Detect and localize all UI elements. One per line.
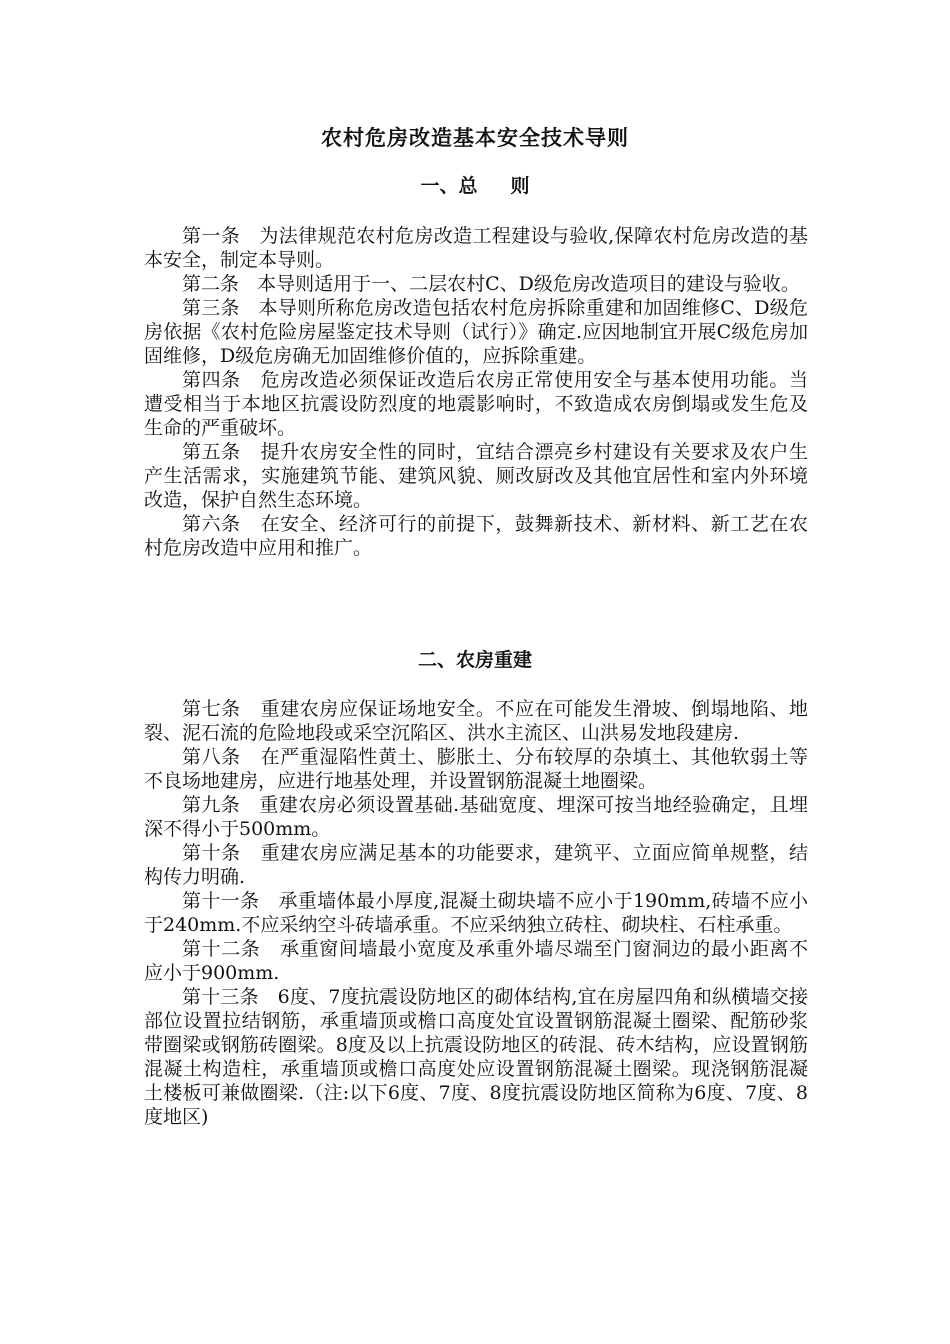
- article-number: 第十三条: [182, 986, 259, 1008]
- article-text: 本导则所称危房改造包括农村危房拆除重建和加固维修C、D级危房依据《农村危险房屋鉴定技术导则（试行）》确定.应因地制宜开展C级危房加固维修，D级危房确无加固维修价值的，应拆除重建。: [144, 297, 808, 367]
- article-number: 第一条: [182, 225, 241, 247]
- article-3: [144, 296, 808, 368]
- section-heading-general: 一、总 则: [420, 175, 530, 197]
- document-title: 农村危房改造基本安全技术导则: [321, 125, 629, 150]
- article-text: 本导则适用于一、二层农村C、D级危房改造项目的建设与验收。: [257, 273, 800, 295]
- article-text: 重建农房应保证场地安全。不应在可能发生滑坡、倒塌地陷、地裂、泥石流的危险地段或采空沉陷区、洪水主流区、山洪易发地段建房.: [144, 698, 808, 744]
- article-8: [144, 745, 808, 793]
- article-5: [144, 440, 808, 512]
- article-9: [144, 793, 808, 841]
- article-number: 第十条: [182, 842, 241, 864]
- article-text: 提升农房安全性的同时，宜结合漂亮乡村建设有关要求及农户生产生活需求，实施建筑节能、建筑风貌、厕改厨改及其他宜居性和室内外环境改造，保护自然生态环境。: [144, 441, 808, 511]
- article-2: [144, 272, 808, 296]
- article-number: 第四条: [182, 369, 241, 391]
- section-heading-rebuild: 二、农房重建: [417, 649, 532, 671]
- section-rebuild-articles: [144, 697, 808, 1129]
- article-4: [144, 368, 808, 440]
- article-text: 6度、7度抗震设防地区的砌体结构,宜在房屋四角和纵横墙交接部位设置拉结钢筋，承重墙顶或檐口高度处宜设置钢筋混凝土圈梁、配筋砂浆带圈梁或钢筋砖圈梁。8度及以上抗震设防地区的砖混、砖木结构，应设置钢筋混凝土构造柱，承重墙顶或檐口高度处应设置钢筋混凝土圈梁。现浇钢筋混凝土楼板可兼做圈梁.（注:以下6度、7度、8度抗震设防地区简称为6度、7度、8度地区): [144, 986, 808, 1128]
- article-text: 危房改造必须保证改造后农房正常使用安全与基本使用功能。当遭受相当于本地区抗震设防烈度的地震影响时，不致造成农房倒塌或发生危及生命的严重破坏。: [144, 369, 808, 439]
- article-number: 第六条: [182, 513, 241, 535]
- article-7: [144, 697, 808, 745]
- article-10: [144, 841, 808, 889]
- article-text: 承重窗间墙最小宽度及承重外墙尽端至门窗洞边的最小距离不应小于900mm.: [144, 938, 808, 984]
- article-number: 第九条: [182, 794, 241, 816]
- article-number: 第七条: [182, 698, 241, 720]
- article-number: 第三条: [182, 297, 240, 319]
- article-13: [144, 985, 808, 1129]
- article-number: 第五条: [182, 441, 241, 463]
- section-general-articles: [144, 224, 808, 560]
- article-6: [144, 512, 808, 560]
- article-text: 在安全、经济可行的前提下，鼓舞新技术、新材料、新工艺在农村危房改造中应用和推广。: [144, 513, 808, 559]
- article-number: 第二条: [182, 273, 240, 295]
- article-number: 第十二条: [182, 938, 261, 960]
- article-number: 第八条: [182, 746, 241, 768]
- article-text: 为法律规范农村危房改造工程建设与验收,保障农村危房改造的基本安全，制定本导则。: [144, 225, 808, 271]
- article-text: 在严重湿陷性黄土、膨胀土、分布较厚的杂填土、其他软弱土等不良场地建房，应进行地基处理，并设置钢筋混凝土地圈梁。: [144, 746, 808, 792]
- article-text: 重建农房应满足基本的功能要求，建筑平、立面应简单规整，结构传力明确.: [144, 842, 808, 888]
- article-11: [144, 889, 808, 937]
- article-1: [144, 224, 808, 272]
- article-12: [144, 937, 808, 985]
- article-text: 重建农房必须设置基础.基础宽度、埋深可按当地经验确定，且埋深不得小于500mm。: [144, 794, 808, 840]
- article-number: 第十一条: [182, 890, 260, 912]
- article-text: 承重墙体最小厚度,混凝土砌块墙不应小于190mm,砖墙不应小于240mm.不应采纳空斗砖墙承重。不应采纳独立砖柱、砌块柱、石柱承重。: [144, 890, 808, 936]
